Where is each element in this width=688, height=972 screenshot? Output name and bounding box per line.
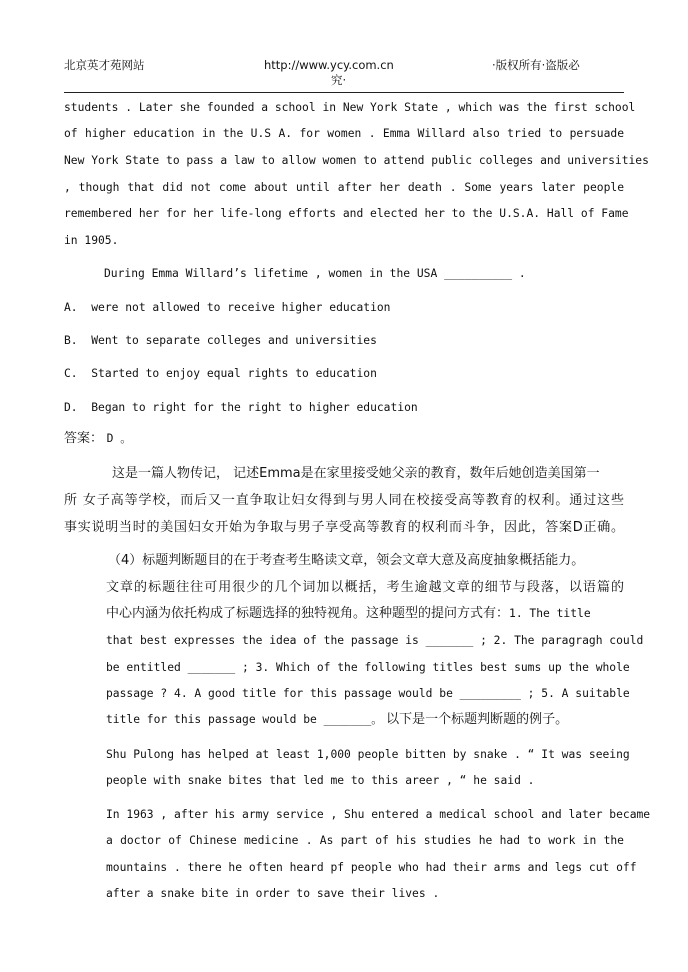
option-text: were not allowed to receive higher education — [91, 301, 391, 314]
header-rights-notice: ·版权所有·盗版必 — [492, 58, 580, 72]
answer-value: D 。 — [106, 432, 132, 445]
passage-line: of higher education in the U.S A. for women . Emma Willard also tried to persuade — [64, 127, 624, 140]
header-url-continuation: 究· — [331, 73, 347, 87]
option-text: Went to separate colleges and universities — [91, 334, 377, 347]
passage-line: New York State to pass a law to allow women to attend public colleges and universities — [64, 154, 649, 167]
option-letter: C. — [64, 367, 78, 380]
section4-mixed-en: 1. The title — [509, 607, 591, 620]
section4-last-en: title for this passage would be _______。 — [106, 713, 383, 726]
page-header — [64, 58, 624, 93]
option-c — [64, 367, 377, 381]
section4-last-line — [106, 713, 624, 727]
section4-line: 文章的标题往往可用很少的几个词加以概括，考生逾越文章的细节与段落，以语篇的 — [106, 580, 624, 595]
section4-en-line: that best expresses the idea of the passage is _______ ; 2. The paragragh could — [106, 634, 644, 647]
section4-last-cn: 以下是一个标题判断题的例子。 — [386, 712, 569, 727]
header-url: http://www.ycy.com.cn — [264, 58, 394, 72]
option-letter: B. — [64, 334, 78, 347]
option-letter: D. — [64, 401, 78, 414]
example-line: mountains . there he often heard pf people who had their arms and legs cut off — [106, 861, 637, 874]
answer-line — [64, 432, 132, 446]
option-text: Started to enjoy equal rights to education — [91, 367, 377, 380]
example-line: Shu Pulong has helped at least 1,000 people bitten by snake . “ It was seeing — [106, 748, 630, 761]
analysis-line: 这是一篇人物传记， 记述Emma是在家里接受她父亲的教育，数年后她创造美国第一 — [112, 466, 600, 481]
option-letter: A. — [64, 301, 78, 314]
section4-mixed-cn: 中心内涵为依托构成了标题选择的独特视角。这种题型的提问方式有： — [106, 606, 510, 621]
option-text: Began to right for the right to higher education — [91, 401, 418, 414]
section4-mixed-line — [106, 607, 624, 621]
passage-line: , though that did not come about until after her death . Some years later people — [64, 181, 624, 194]
section4-en-line: be entitled _______ ; 3. Which of the following titles best sums up the whole — [106, 661, 630, 674]
passage-line: students . Later she founded a school in New York State , which was the first school — [64, 101, 636, 114]
header-site-name: 北京英才苑网站 — [64, 58, 145, 72]
answer-label: 答案： — [64, 431, 104, 446]
example-line: people with snake bites that led me to this areer , “ he said . — [106, 774, 535, 787]
section4-en-line: passage ? 4. A good title for this passage would be _________ ; 5. A suitable — [106, 687, 630, 700]
passage-line: in 1905. — [64, 234, 119, 247]
analysis-line: 事实说明当时的美国妇女开始为争取与男子享受高等教育的权利而斗争，因此，答案D正确。 — [64, 520, 624, 535]
section4-heading: （4）标题判断题目的在于考查考生略读文章，领会文章大意及高度抽象概括能力。 — [108, 553, 585, 568]
option-d — [64, 401, 418, 415]
question-stem: During Emma Willard’s lifetime , women in the USA __________ . — [104, 267, 526, 280]
example-line: a doctor of Chinese medicine . As part of his studies he had to work in the — [106, 834, 624, 847]
option-b — [64, 334, 377, 348]
example-line: after a snake bite in order to save their lives . — [106, 887, 440, 900]
passage-line: remembered her for her life-long efforts and elected her to the U.S.A. Hall of Fame — [64, 207, 629, 220]
option-a — [64, 301, 390, 315]
example-line: In 1963 , after his army service , Shu entered a medical school and later became — [106, 808, 651, 821]
analysis-line: 所 女子高等学校，而后又一直争取让妇女得到与男人同在校接受高等教育的权利。通过这些 — [64, 493, 624, 508]
